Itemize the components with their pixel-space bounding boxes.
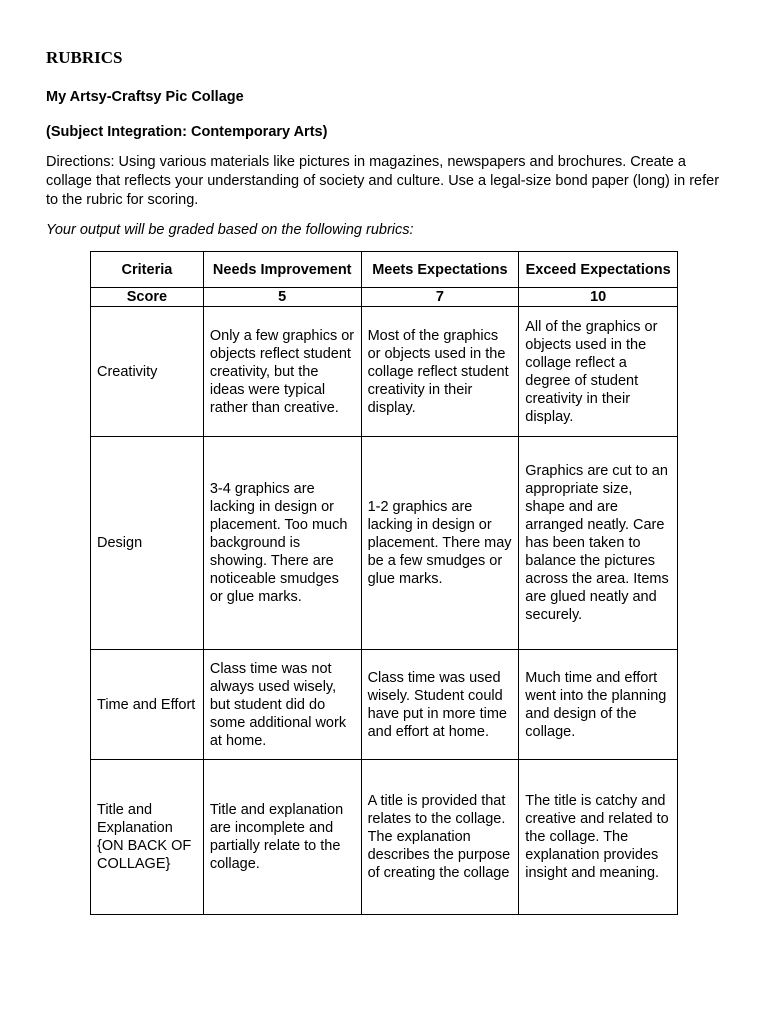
activity-title: My Artsy-Craftsy Pic Collage (46, 89, 244, 105)
meets-expectations-cell: Class time was used wisely. Student could have put in more time and effort at home. (361, 650, 519, 760)
subject-integration: (Subject Integration: Contemporary Arts) (46, 124, 328, 140)
exceed-expectations-cell: All of the graphics or objects used in the collage reflect a degree of student creativity in their display. (519, 307, 678, 437)
table-row (91, 760, 678, 915)
score-exceed-expectations: 10 (519, 288, 678, 307)
table-row (91, 307, 678, 437)
criteria-cell: Time and Effort (91, 650, 204, 760)
table-row (91, 650, 678, 760)
header-criteria: Criteria (91, 252, 204, 288)
score-row (91, 288, 678, 307)
meets-expectations-cell: 1-2 graphics are lacking in design or placement. There may be a few smudges or glue marks. (361, 437, 519, 650)
score-label: Score (91, 288, 204, 307)
table-row (91, 437, 678, 650)
needs-improvement-cell: Title and explanation are incomplete and partially relate to the collage. (203, 760, 361, 915)
criteria-cell: Creativity (91, 307, 204, 437)
header-row (91, 252, 678, 288)
header-needs-improvement: Needs Improvement (203, 252, 361, 288)
grading-note: Your output will be graded based on the following rubrics: (46, 222, 414, 238)
needs-improvement-cell: Class time was not always used wisely, but student did do some additional work at home. (203, 650, 361, 760)
rubric-table (90, 251, 678, 915)
score-needs-improvement: 5 (203, 288, 361, 307)
document-heading: RUBRICS (46, 48, 123, 67)
exceed-expectations-cell: Graphics are cut to an appropriate size, shape and are arranged neatly. Care has been taken to balance the pictures across the area. Items are glued neatly and securely. (519, 437, 678, 650)
meets-expectations-cell: Most of the graphics or objects used in the collage reflect student creativity in their display. (361, 307, 519, 437)
header-meets-expectations: Meets Expectations (361, 252, 519, 288)
criteria-cell: Design (91, 437, 204, 650)
exceed-expectations-cell: The title is catchy and creative and related to the collage. The explanation provides insight and meaning. (519, 760, 678, 915)
score-meets-expectations: 7 (361, 288, 519, 307)
criteria-cell: Title and Explanation {ON BACK OF COLLAGE} (91, 760, 204, 915)
header-exceed-expectations: Exceed Expectations (519, 252, 678, 288)
exceed-expectations-cell: Much time and effort went into the planning and design of the collage. (519, 650, 678, 760)
needs-improvement-cell: 3-4 graphics are lacking in design or placement. Too much background is showing. There are noticeable smudges or glue marks. (203, 437, 361, 650)
meets-expectations-cell: A title is provided that relates to the collage. The explanation describes the purpose of creating the collage (361, 760, 519, 915)
needs-improvement-cell: Only a few graphics or objects reflect student creativity, but the ideas were typical rather than creative. (203, 307, 361, 437)
directions-paragraph: Directions: Using various materials like pictures in magazines, newspapers and brochures. Create a collage that reflects your understanding of society and culture. Use a legal-size bond paper (long) in refer to the rubric for scoring. (46, 154, 720, 208)
